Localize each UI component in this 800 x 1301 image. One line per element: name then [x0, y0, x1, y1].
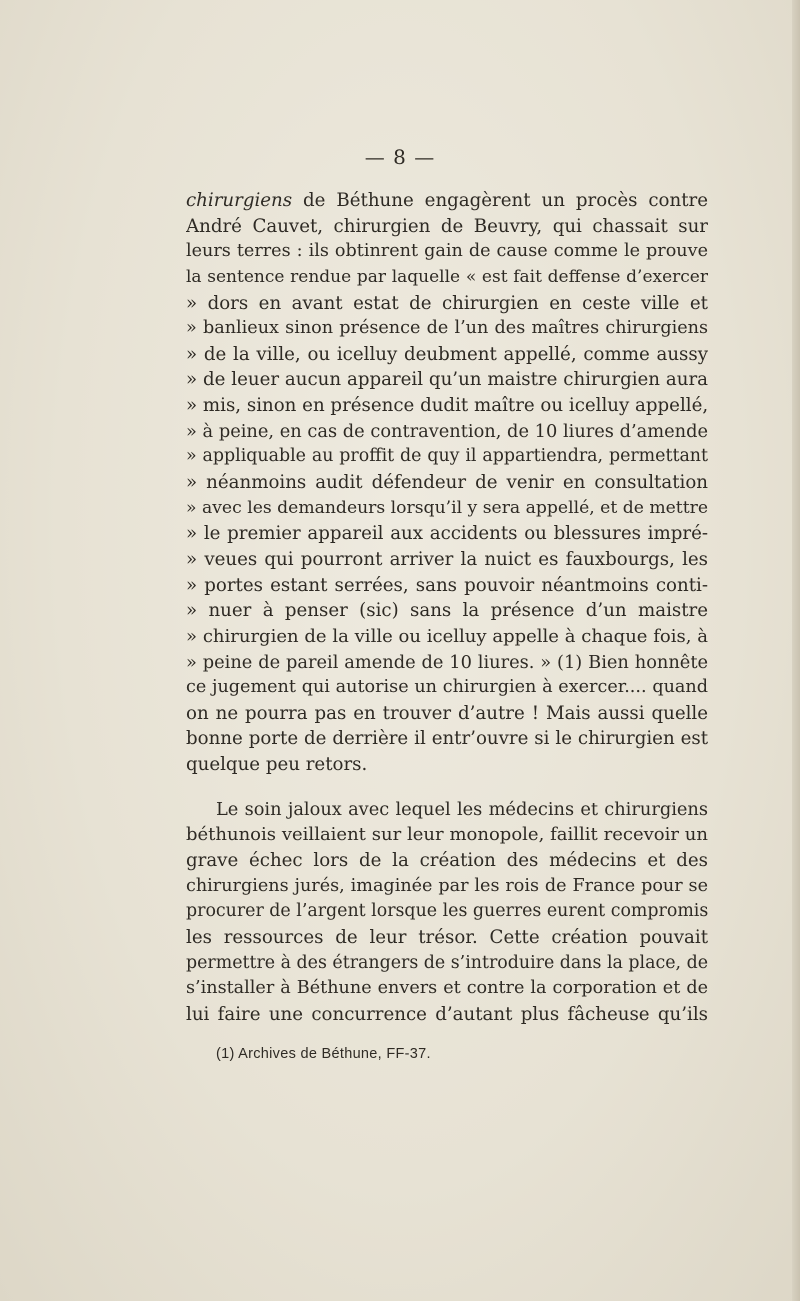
text-line: » nuer à penser (sic) sans la présence d’un maistre: [186, 600, 708, 622]
text-line: béthunois veillaient sur leur monopole, faillit recevoir un: [186, 824, 708, 846]
text-fragment: de Béthune engagèrent un procès contre: [292, 190, 708, 211]
page-number: — 8 —: [364, 145, 436, 169]
italic-word: chirurgiens: [186, 190, 293, 211]
text-line: chirurgiens jurés, imaginée par les rois de France pour se: [186, 875, 708, 896]
text-line: » le premier appareil aux accidents ou blessures impré-: [186, 523, 708, 545]
text-line: » appliquable au proffit de quy il appartiendra, permettant: [186, 446, 708, 467]
text-line: [186, 188, 708, 214]
text-line: » portes estant serrées, sans pouvoir néantmoins conti-: [186, 574, 708, 596]
text-line: » néanmoins audit défendeur de venir en consultation: [186, 472, 708, 494]
text-line: s’installer à Béthune envers et contre la corporation et de: [186, 978, 708, 999]
text-line: » banlieux sinon présence de l’un des maîtres chirurgiens: [186, 318, 708, 339]
text-line: » mis, sinon en présence dudit maître ou icelluy appellé,: [186, 395, 708, 417]
text-line: quelque peu retors.: [186, 754, 368, 776]
text-line: » de leuer aucun appareil qu’un maistre chirurgien aura: [186, 369, 708, 391]
text-line: ce jugement qui autorise un chirurgien à exercer.... quand: [186, 677, 708, 698]
page-edge: [792, 0, 800, 1301]
text-line: » chirurgien de la ville ou icelluy appelle à chaque fois, à: [186, 625, 708, 647]
text-line: » dors en avant estat de chirurgien en ceste ville et: [186, 292, 708, 314]
text-line: grave échec lors de la création des médecins et des: [186, 850, 708, 872]
text-line: » veues qui pourront arriver la nuict es fauxbourgs, les: [186, 548, 708, 570]
text-line: procurer de l’argent lorsque les guerres eurent compromis: [186, 901, 708, 922]
text-line: permettre à des étrangers de s’introduire dans la place, de: [186, 952, 708, 973]
text-line: leurs terres : ils obtinrent gain de cause comme le prouve: [186, 241, 708, 262]
paragraph-gap: [186, 778, 708, 797]
text-line: les ressources de leur trésor. Cette création pouvait: [186, 926, 708, 948]
text-line: la sentence rendue par laquelle « est fait deffense d’exercer: [186, 266, 708, 287]
text-line: André Cauvet, chirurgien de Beuvry, qui chassait sur: [186, 215, 708, 237]
text-line: lui faire une concurrence d’autant plus fâcheuse qu’ils: [186, 1003, 708, 1025]
text-line: » de la ville, ou icelluy deubment appellé, comme aussy: [186, 343, 708, 365]
text-line: » peine de pareil amende de 10 liures. » (1) Bien honnête: [186, 651, 708, 673]
text-line: » à peine, en cas de contravention, de 10 liures d’amende: [186, 420, 708, 442]
text-line: » avec les demandeurs lorsqu’il y sera appellé, et de mettre: [186, 497, 708, 518]
text-line: Le soin jaloux avec lequel les médecins et chirurgiens: [216, 798, 708, 820]
text-line: bonne porte de derrière il entr’ouvre si le chirurgien est: [186, 728, 708, 750]
body-text: [186, 188, 708, 1028]
footnote: (1) Archives de Béthune, FF-37.: [216, 1046, 431, 1062]
text-line: on ne pourra pas en trouver d’autre ! Mais aussi quelle: [186, 702, 708, 724]
